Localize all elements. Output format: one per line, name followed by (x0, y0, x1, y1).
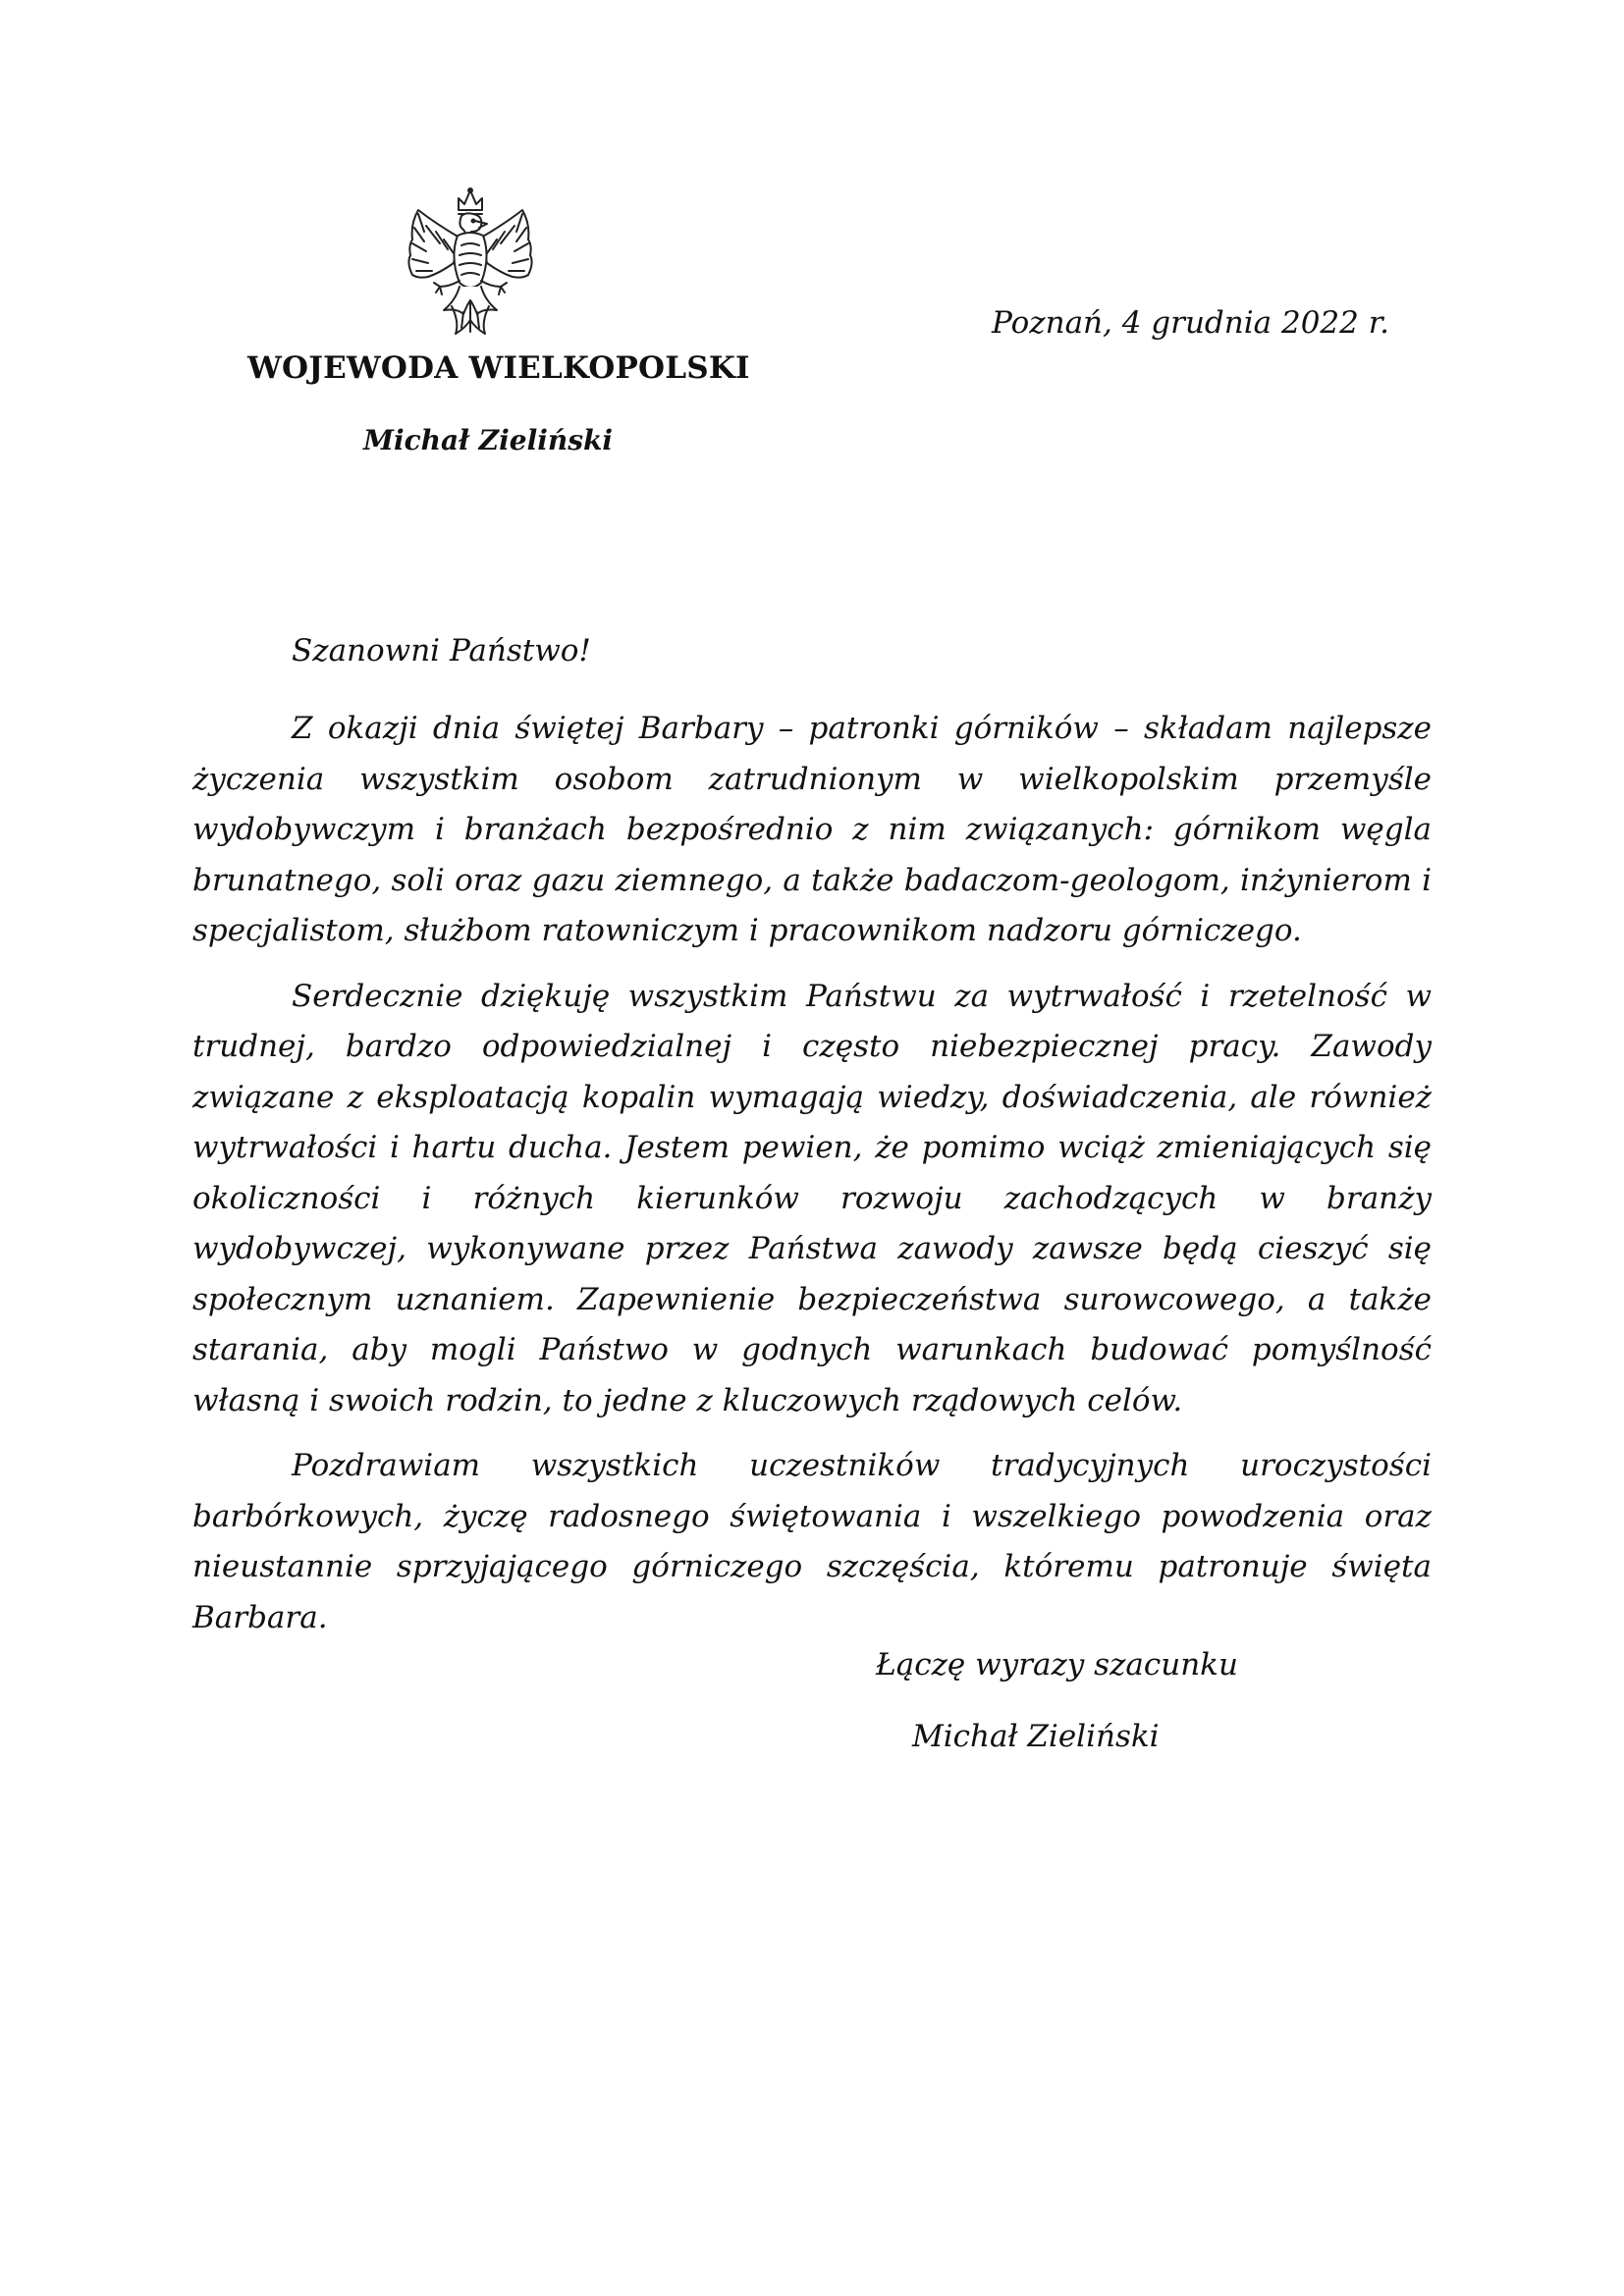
letter-paragraph: Pozdrawiam wszystkich uczestników tradycyjnych uroczystości barbórkowych, życzę radosnego świętowania i wszelkiego powodzenia oraz nieustannie sprzyjającego górniczego szczęścia, któremu patronuje święta Barbara. (192, 1448, 1432, 1635)
signature-name: Michał Zieliński (912, 1719, 1160, 1754)
sender-name: Michał Zieliński (362, 424, 614, 456)
letter-body (192, 704, 1432, 1658)
polish-eagle-emblem-icon (397, 185, 544, 342)
letter-paragraph: Serdecznie dziękuję wszystkim Państwu za wytrwałość i rzetelność w trudnej, bardzo odpowiedzialnej i często niebezpiecznej pracy. Zawody związane z eksploatacją kopalin wymagają wiedzy, doświadczenia, ale również wytrwałości i hartu ducha. Jestem pewien, że pomimo wciąż zmieniających się okoliczności i różnych kierunków rozwoju zachodzących w branży wydobywczej, wykonywane przez Państwa zawody zawsze będą cieszyć się społecznym uznaniem. Zapewnienie bezpieczeństwa surowcowego, a także starania, aby mogli Państwo w godnych warunkach budować pomyślność własną i swoich rodzin, to jedne z kluczowych rządowych celów. (192, 978, 1432, 1418)
closing-phrase: Łączę wyrazy szacunku (876, 1647, 1238, 1682)
salutation: Szanowni Państwo! (292, 633, 591, 668)
office-title: WOJEWODA WIELKOPOLSKI (247, 350, 750, 386)
letter-date: Poznań, 4 grudnia 2022 r. (992, 305, 1389, 341)
letter-paragraph: Z okazji dnia świętej Barbary – patronki górników – składam najlepsze życzenia wszystkim osobom zatrudnionym w wielkopolskim przemyśle wydobywczym i branżach bezpośrednio z nim związanych: górnikom węgla brunatnego, soli oraz gazu ziemnego, a także badaczom-geologom, inżynierom i specjalistom, służbom ratowniczym i pracownikom nadzoru górniczego. (192, 711, 1432, 948)
